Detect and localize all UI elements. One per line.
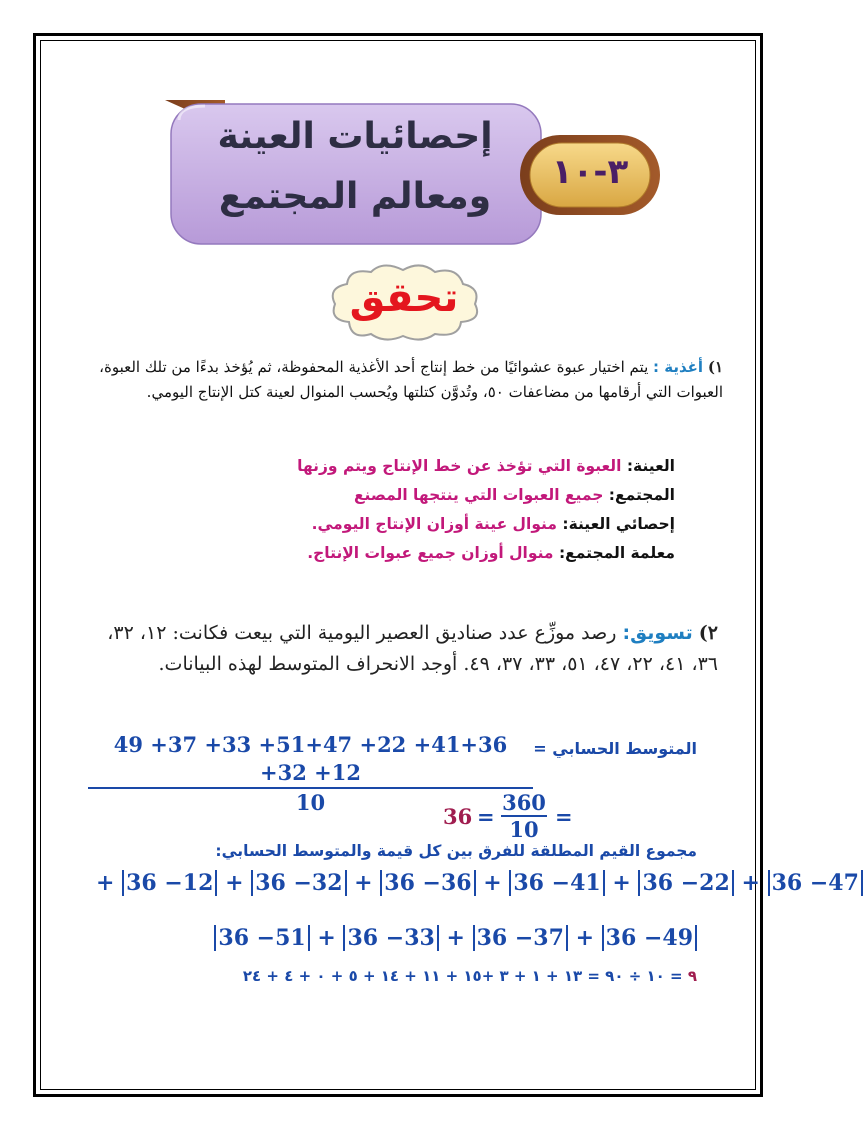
mean-result-denominator: 10: [509, 817, 539, 842]
question-1-answers: [135, 452, 675, 568]
answer-key: المجتمع:: [608, 486, 675, 504]
lesson-title-line1: إحصائيات العينة: [217, 116, 493, 157]
abs-term: 36 −49: [602, 925, 697, 951]
mean-result: [443, 790, 583, 850]
answer-value: العبوة التي تؤخذ عن خط الإنتاج ويتم وزنها: [297, 457, 622, 475]
lesson-title-banner: [165, 100, 665, 250]
abs-term: 36 −22: [638, 870, 733, 896]
abs-term: 36 −41: [509, 870, 604, 896]
mean-label: المتوسط الحسابي =: [533, 739, 697, 758]
abs-term: 36 −33: [343, 925, 438, 951]
answer-population: [135, 481, 675, 510]
lesson-title-line2: ومعالم المجتمع: [218, 176, 492, 217]
question-2: [78, 618, 718, 680]
mean-result-value: 36: [443, 804, 473, 829]
answer-key: معلمة المجتمع:: [558, 544, 675, 562]
answer-key: إحصائي العينة:: [562, 515, 675, 533]
mean-result-fraction: [501, 790, 547, 842]
question-2-text: رصد موزِّع عدد صناديق العصير اليومية التي بيعت فكانت: ١٢، ٣٢، ٣٦، ٤١، ٢٢، ٤٧، ٥١، ٣٣، ٣٧، ٤٩. أوجد الانحراف المتوسط لهذه البيانات.: [107, 622, 718, 675]
lesson-number: ٣-١٠: [551, 152, 629, 192]
question-2-label: تسويق:: [622, 622, 693, 644]
check-label: تحقق: [349, 275, 459, 321]
abs-term: 36 −32: [251, 870, 346, 896]
question-1-text: يتم اختيار عبوة عشوائيًا من خط إنتاج أحد الأغذية المحفوظة، ثم يُؤخذ بدءًا من تلك العبوة، العبوات التي أرقامها من مضاعفات ٥٠، وتُدوَّن كتلتها ويُحسب المنوال لعينة كتل الإنتاج اليومي.: [99, 358, 723, 401]
answer-key: العينة:: [626, 457, 675, 475]
abs-row-1: 36 −12 + 36 −32 + 36 −36 + 36 −41 + 36 −22 + 36 −47 +: [96, 870, 863, 896]
abs-term: 36 −37: [473, 925, 568, 951]
answer-value: منوال عينة أوزان الإنتاج اليومي.: [311, 515, 557, 533]
final-result: ٩: [687, 967, 697, 985]
abs-term: 36 −47: [768, 870, 863, 896]
equals-sign: =: [555, 804, 573, 829]
question-1-number: ١): [707, 358, 723, 376]
abs-term: 36 −51: [214, 925, 309, 951]
answer-parameter: [135, 539, 675, 568]
question-2-number: ٢): [698, 622, 718, 644]
mean-denominator: 10: [295, 790, 326, 815]
mean-numerator: 49 +37 +33 +51+47 +22 +41+36 +32 +12: [113, 732, 508, 785]
question-1: [83, 355, 723, 405]
answer-statistic: [135, 510, 675, 539]
question-1-label: أغذية :: [653, 358, 704, 376]
sum-abs-label: مجموع القيم المطلقة للفرق بين كل قيمة والمتوسط الحسابي:: [215, 842, 697, 860]
abs-row-2: 36 −51 + 36 −33 + 36 −37 + 36 −49: [214, 925, 697, 951]
final-computation: [243, 967, 697, 985]
answer-value: جميع العبوات التي ينتجها المصنع: [353, 486, 604, 504]
mean-result-numerator: 360: [502, 790, 546, 815]
equals-sign: =: [477, 804, 495, 829]
answer-sample: [135, 452, 675, 481]
final-expression: = ١٠ ÷ ٩٠ = ١٣ + ١ + ٣ +١٥ + ١١ + ١٤ + ٥ + ٠ + ٤ + ٢٤: [242, 967, 683, 985]
answer-value: منوال أوزان جميع عبوات الإنتاج.: [307, 544, 554, 562]
abs-term: 36 −12: [122, 870, 217, 896]
abs-term: 36 −36: [380, 870, 475, 896]
